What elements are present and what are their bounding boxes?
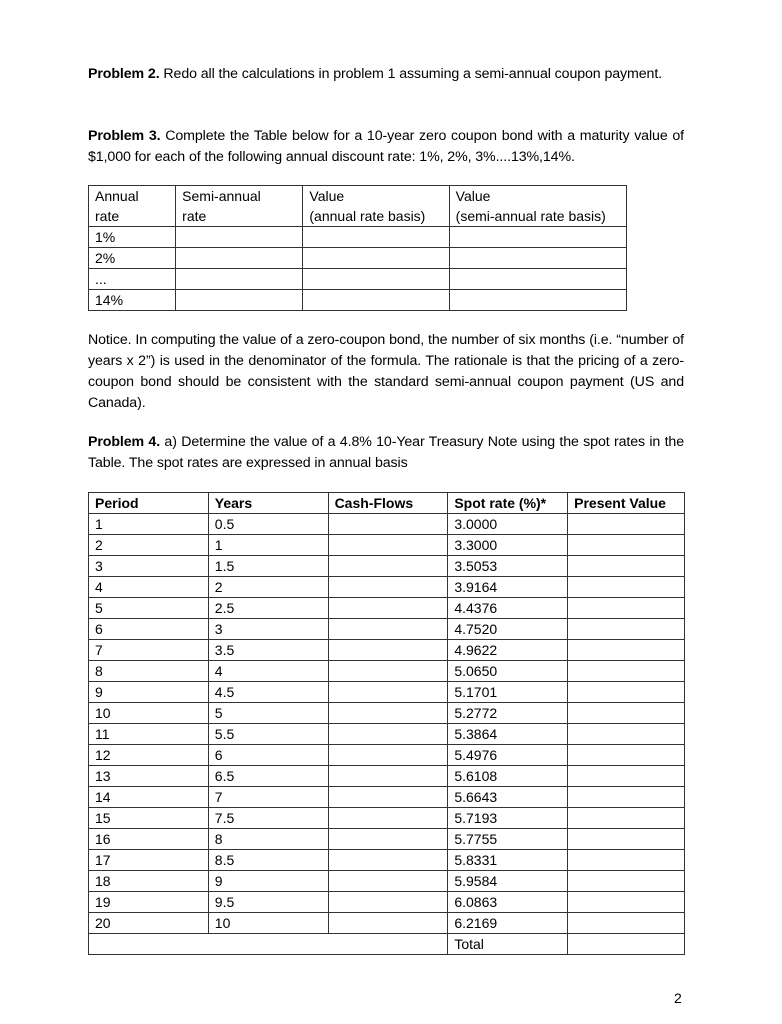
period-cell: 6 (89, 619, 209, 640)
cash-flow-cell (328, 556, 448, 577)
cell (303, 269, 449, 290)
problem-2-paragraph (88, 64, 684, 85)
period-cell: 15 (89, 808, 209, 829)
cash-flow-cell (328, 766, 448, 787)
years-cell: 2 (208, 577, 328, 598)
years-cell: 5.5 (208, 724, 328, 745)
table-row (89, 682, 685, 703)
table-row (89, 535, 685, 556)
total-value (568, 934, 685, 955)
table-row (89, 514, 685, 535)
spot-rate-cell: 5.3864 (448, 724, 568, 745)
years-cell: 10 (208, 913, 328, 934)
table-row (89, 577, 685, 598)
years-cell: 9.5 (208, 892, 328, 913)
period-cell: 7 (89, 640, 209, 661)
present-value-cell (568, 514, 685, 535)
cell (449, 227, 626, 248)
present-value-cell (568, 619, 685, 640)
present-value-cell (568, 829, 685, 850)
present-value-cell (568, 577, 685, 598)
spot-rate-cell: 6.2169 (448, 913, 568, 934)
table-row (89, 598, 685, 619)
period-cell: 10 (89, 703, 209, 724)
years-cell: 4 (208, 661, 328, 682)
period-cell: 9 (89, 682, 209, 703)
years-cell: 7 (208, 787, 328, 808)
period-cell: 20 (89, 913, 209, 934)
table-row (89, 913, 685, 934)
cell (176, 290, 303, 311)
present-value-cell (568, 892, 685, 913)
period-cell: 3 (89, 556, 209, 577)
years-cell: 2.5 (208, 598, 328, 619)
cell (176, 227, 303, 248)
cash-flow-cell (328, 619, 448, 640)
spot-rate-cell: 4.7520 (448, 619, 568, 640)
problem-3-paragraph (88, 126, 684, 168)
spot-rate-cell: 5.7193 (448, 808, 568, 829)
cell (449, 290, 626, 311)
spot-rate-cell: 5.4976 (448, 745, 568, 766)
spot-rate-table (88, 492, 685, 955)
present-value-cell (568, 808, 685, 829)
spot-rate-cell: 3.3000 (448, 535, 568, 556)
present-value-cell (568, 871, 685, 892)
table-row (89, 619, 685, 640)
table-row (89, 724, 685, 745)
cell (303, 290, 449, 311)
period-cell: 5 (89, 598, 209, 619)
present-value-cell (568, 535, 685, 556)
period-cell: 13 (89, 766, 209, 787)
problem-3-text: Complete the Table below for a 10-year zero coupon bond with a maturity value of $1,000 for each of the following annual discount rate: 1%, 2%, 3%....13%,14%. (88, 128, 685, 165)
header-years: Years (208, 493, 328, 514)
cash-flow-cell (328, 703, 448, 724)
table-row (89, 829, 685, 850)
period-cell: 14 (89, 787, 209, 808)
cell (449, 248, 626, 269)
years-cell: 1 (208, 535, 328, 556)
present-value-cell (568, 850, 685, 871)
years-cell: 8 (208, 829, 328, 850)
rate-cell: 14% (89, 290, 176, 311)
cash-flow-cell (328, 598, 448, 619)
cash-flow-cell (328, 661, 448, 682)
present-value-cell (568, 745, 685, 766)
period-cell: 8 (89, 661, 209, 682)
table-row (89, 703, 685, 724)
problem-4-title: Problem 4. (88, 434, 161, 450)
header-value-annual: Value (annual rate basis) (303, 186, 449, 227)
present-value-cell (568, 724, 685, 745)
present-value-cell (568, 556, 685, 577)
problem-2-text: Redo all the calculations in problem 1 assuming a semi-annual coupon payment. (159, 66, 662, 82)
present-value-cell (568, 661, 685, 682)
spot-rate-cell: 5.7755 (448, 829, 568, 850)
table-row (89, 290, 627, 311)
spot-rate-cell: 3.0000 (448, 514, 568, 535)
cash-flow-cell (328, 745, 448, 766)
table-row (89, 850, 685, 871)
table-row (89, 766, 685, 787)
rate-cell: ... (89, 269, 176, 290)
table-row (89, 871, 685, 892)
table-row (89, 892, 685, 913)
period-cell: 12 (89, 745, 209, 766)
cash-flow-cell (328, 871, 448, 892)
period-cell: 11 (89, 724, 209, 745)
present-value-cell (568, 682, 685, 703)
table-row (89, 808, 685, 829)
cash-flow-cell (328, 577, 448, 598)
spot-rate-cell: 5.9584 (448, 871, 568, 892)
spot-rate-cell: 5.8331 (448, 850, 568, 871)
rate-cell: 1% (89, 227, 176, 248)
period-cell: 2 (89, 535, 209, 556)
cell (176, 269, 303, 290)
header-cash-flows: Cash-Flows (328, 493, 448, 514)
period-cell: 18 (89, 871, 209, 892)
total-row (89, 934, 685, 955)
header-value-semi-annual: Value (semi-annual rate basis) (449, 186, 626, 227)
years-cell: 1.5 (208, 556, 328, 577)
cash-flow-cell (328, 808, 448, 829)
years-cell: 8.5 (208, 850, 328, 871)
notice-paragraph: Notice. In computing the value of a zero-coupon bond, the number of six months (i.e. “number of years x 2”) is used in the denominator of the formula. The rationale is that the pricing of a zero-coupon bond should be consistent with the standard semi-annual coupon payment (US and Canada). (88, 332, 684, 411)
table-header-row (89, 493, 685, 514)
cash-flow-cell (328, 892, 448, 913)
table-row (89, 661, 685, 682)
cash-flow-cell (328, 682, 448, 703)
years-cell: 3.5 (208, 640, 328, 661)
period-cell: 16 (89, 829, 209, 850)
present-value-cell (568, 913, 685, 934)
period-cell: 17 (89, 850, 209, 871)
present-value-cell (568, 598, 685, 619)
present-value-cell (568, 766, 685, 787)
header-spot-rate: Spot rate (%)* (448, 493, 568, 514)
spot-rate-cell: 3.5053 (448, 556, 568, 577)
years-cell: 3 (208, 619, 328, 640)
spot-rate-cell: 3.9164 (448, 577, 568, 598)
header-semi-annual-rate: Semi-annual rate (176, 186, 303, 227)
period-cell: 19 (89, 892, 209, 913)
spot-rate-cell: 5.0650 (448, 661, 568, 682)
cell (176, 248, 303, 269)
header-period: Period (89, 493, 209, 514)
table-header-row (89, 186, 627, 227)
spot-rate-cell: 4.4376 (448, 598, 568, 619)
cash-flow-cell (328, 640, 448, 661)
period-cell: 4 (89, 577, 209, 598)
cash-flow-cell (328, 535, 448, 556)
table-row (89, 640, 685, 661)
cash-flow-cell (328, 850, 448, 871)
zero-coupon-table (88, 185, 627, 311)
cash-flow-cell (328, 829, 448, 850)
table-row (89, 556, 685, 577)
spot-rate-cell: 5.2772 (448, 703, 568, 724)
cell (303, 227, 449, 248)
header-present-value: Present Value (568, 493, 685, 514)
table-row (89, 227, 627, 248)
spot-rate-cell: 6.0863 (448, 892, 568, 913)
cash-flow-cell (328, 724, 448, 745)
problem-3-title: Problem 3. (88, 128, 161, 144)
present-value-cell (568, 787, 685, 808)
period-cell: 1 (89, 514, 209, 535)
spot-rate-cell: 5.6108 (448, 766, 568, 787)
table-row (89, 269, 627, 290)
years-cell: 5 (208, 703, 328, 724)
table-row (89, 745, 685, 766)
table-row (89, 787, 685, 808)
spot-rate-cell: 4.9622 (448, 640, 568, 661)
years-cell: 0.5 (208, 514, 328, 535)
present-value-cell (568, 703, 685, 724)
years-cell: 9 (208, 871, 328, 892)
cell (449, 269, 626, 290)
spot-rate-cell: 5.6643 (448, 787, 568, 808)
spot-rate-cell: 5.1701 (448, 682, 568, 703)
rate-cell: 2% (89, 248, 176, 269)
page-number: 2 (674, 990, 682, 1006)
years-cell: 7.5 (208, 808, 328, 829)
table-row (89, 248, 627, 269)
cash-flow-cell (328, 514, 448, 535)
problem-4-text: a) Determine the value of a 4.8% 10-Year Treasury Note using the spot rates in the Table. The spot rates are expressed in annual basis (88, 434, 684, 471)
total-label: Total (448, 934, 568, 955)
problem-2-title: Problem 2. (88, 66, 160, 82)
header-annual-rate: Annual rate (89, 186, 176, 227)
years-cell: 6.5 (208, 766, 328, 787)
total-spacer (89, 934, 448, 955)
problem-4-paragraph (88, 432, 684, 474)
cash-flow-cell (328, 913, 448, 934)
cash-flow-cell (328, 787, 448, 808)
years-cell: 4.5 (208, 682, 328, 703)
cell (303, 248, 449, 269)
present-value-cell (568, 640, 685, 661)
years-cell: 6 (208, 745, 328, 766)
